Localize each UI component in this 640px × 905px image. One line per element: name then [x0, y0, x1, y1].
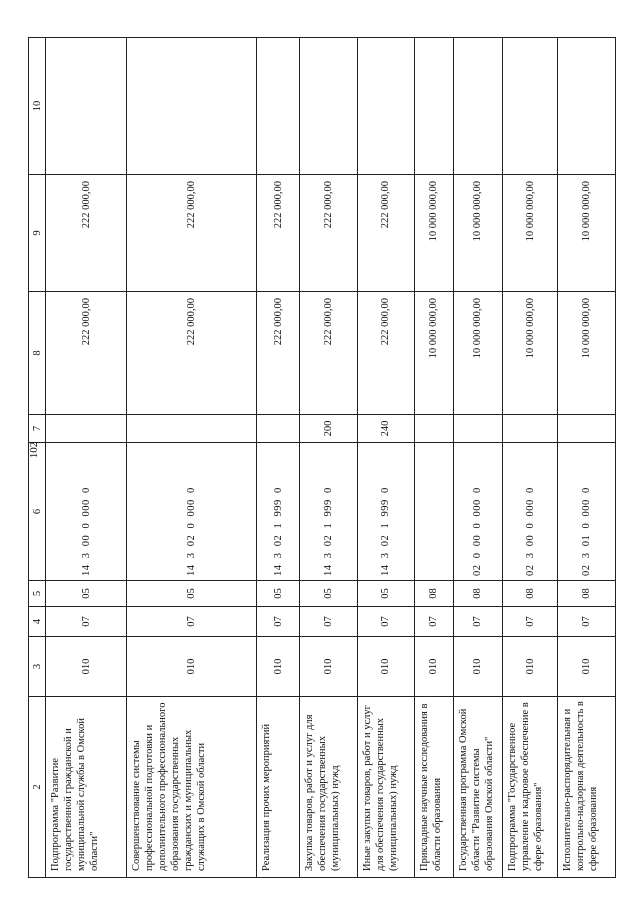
col-header-10: 10: [29, 38, 46, 175]
cell-c7: 200: [300, 415, 358, 443]
table-row: [257, 38, 300, 878]
col-header-6: 6: [29, 443, 46, 581]
table-row: [300, 38, 358, 878]
cell-name: Государственная программа Омской области "Развитие системы образования Омской области": [453, 697, 502, 878]
col-header-4: 4: [29, 607, 46, 637]
cell-c8: 10 000 000,00: [502, 292, 558, 415]
cell-c10: [453, 38, 502, 175]
cell-c8: 222 000,00: [300, 292, 358, 415]
cell-c8: 10 000 000,00: [558, 292, 616, 415]
cell-c6: 14 3 02 1 999 0: [300, 443, 358, 581]
col-header-2: 2: [29, 697, 46, 878]
cell-c5: 08: [453, 581, 502, 607]
cell-c3: 010: [46, 637, 127, 697]
cell-c5: 05: [257, 581, 300, 607]
cell-c6: 02 3 00 0 000 0: [502, 443, 558, 581]
cell-c4: 07: [502, 607, 558, 637]
cell-c5: 05: [357, 581, 415, 607]
cell-name: Реализация прочих мероприятий: [257, 697, 300, 878]
cell-name: Исполнительно-распорядительная и контрольно-надзорная деятельность в сфере образования: [558, 697, 616, 878]
header-row: [29, 38, 46, 878]
cell-c10: [257, 38, 300, 175]
cell-c7: 240: [357, 415, 415, 443]
cell-c3: 010: [300, 637, 358, 697]
cell-name: Иные закупки товаров, работ и услуг для обеспечения государственных (муниципальных) нужд: [357, 697, 415, 878]
cell-name: Подпрограмма "Развитие государственной гражданской и муниципальной службы в Омской области": [46, 697, 127, 878]
cell-c3: 010: [415, 637, 453, 697]
cell-c3: 010: [357, 637, 415, 697]
cell-c8: 222 000,00: [127, 292, 257, 415]
table-row: [453, 38, 502, 878]
cell-c3: 010: [502, 637, 558, 697]
rotated-budget-table: [28, 38, 616, 878]
cell-c5: 08: [558, 581, 616, 607]
cell-c3: 010: [453, 637, 502, 697]
cell-c10: [502, 38, 558, 175]
cell-c10: [46, 38, 127, 175]
cell-c5: 08: [415, 581, 453, 607]
cell-c9: 222 000,00: [357, 175, 415, 292]
cell-c4: 07: [300, 607, 358, 637]
cell-c8: 10 000 000,00: [415, 292, 453, 415]
cell-c4: 07: [257, 607, 300, 637]
cell-c6: [415, 443, 453, 581]
table-row: [357, 38, 415, 878]
cell-c4: 07: [127, 607, 257, 637]
cell-c10: [127, 38, 257, 175]
cell-c6: 02 0 00 0 000 0: [453, 443, 502, 581]
cell-name: Подпрограмма "Государственное управление и кадровое обеспечение в сфере образования": [502, 697, 558, 878]
cell-name: Закупка товаров, работ и услуг для обеспечения государственных (муниципальных) нужд: [300, 697, 358, 878]
cell-c4: 07: [415, 607, 453, 637]
cell-c5: 05: [300, 581, 358, 607]
cell-c6: 14 3 02 1 999 0: [257, 443, 300, 581]
cell-c10: [300, 38, 358, 175]
cell-c7: [453, 415, 502, 443]
cell-c9: 10 000 000,00: [415, 175, 453, 292]
cell-c9: 222 000,00: [46, 175, 127, 292]
cell-c7: [257, 415, 300, 443]
cell-c7: [502, 415, 558, 443]
cell-c3: 010: [127, 637, 257, 697]
cell-c4: 07: [357, 607, 415, 637]
cell-c7: [46, 415, 127, 443]
table-row: [415, 38, 453, 878]
col-header-5: 5: [29, 581, 46, 607]
page-number: 102: [28, 441, 40, 459]
col-header-3: 3: [29, 637, 46, 697]
col-header-8: 8: [29, 292, 46, 415]
cell-c10: [558, 38, 616, 175]
cell-c4: 07: [453, 607, 502, 637]
cell-c9: 10 000 000,00: [453, 175, 502, 292]
cell-c3: 010: [257, 637, 300, 697]
cell-c4: 07: [558, 607, 616, 637]
cell-c3: 010: [558, 637, 616, 697]
cell-c9: 222 000,00: [127, 175, 257, 292]
cell-c4: 07: [46, 607, 127, 637]
cell-c7: [127, 415, 257, 443]
cell-c6: 14 3 02 0 000 0: [127, 443, 257, 581]
table-row: [46, 38, 127, 878]
table-row: [558, 38, 616, 878]
cell-c5: 05: [46, 581, 127, 607]
col-header-9: 9: [29, 175, 46, 292]
cell-name: Прикладные научные исследования в области образования: [415, 697, 453, 878]
cell-c10: [357, 38, 415, 175]
cell-c6: 14 3 02 1 999 0: [357, 443, 415, 581]
cell-c9: 10 000 000,00: [558, 175, 616, 292]
cell-c5: 05: [127, 581, 257, 607]
cell-c8: 222 000,00: [357, 292, 415, 415]
cell-c6: 14 3 00 0 000 0: [46, 443, 127, 581]
cell-c7: [415, 415, 453, 443]
budget-table: [28, 37, 616, 878]
table-row: [502, 38, 558, 878]
table-row: [127, 38, 257, 878]
cell-name: Совершенствование системы профессиональной подготовки и дополнительного профессионального образования государственных гражданских и муниципальных служащих в Омской области: [127, 697, 257, 878]
cell-c9: 222 000,00: [257, 175, 300, 292]
col-header-7: 7: [29, 415, 46, 443]
table-body: [46, 38, 616, 878]
cell-c10: [415, 38, 453, 175]
cell-c8: 222 000,00: [257, 292, 300, 415]
cell-c6: 02 3 01 0 000 0: [558, 443, 616, 581]
cell-c8: 10 000 000,00: [453, 292, 502, 415]
cell-c8: 222 000,00: [46, 292, 127, 415]
cell-c9: 10 000 000,00: [502, 175, 558, 292]
cell-c9: 222 000,00: [300, 175, 358, 292]
cell-c5: 08: [502, 581, 558, 607]
cell-c7: [558, 415, 616, 443]
